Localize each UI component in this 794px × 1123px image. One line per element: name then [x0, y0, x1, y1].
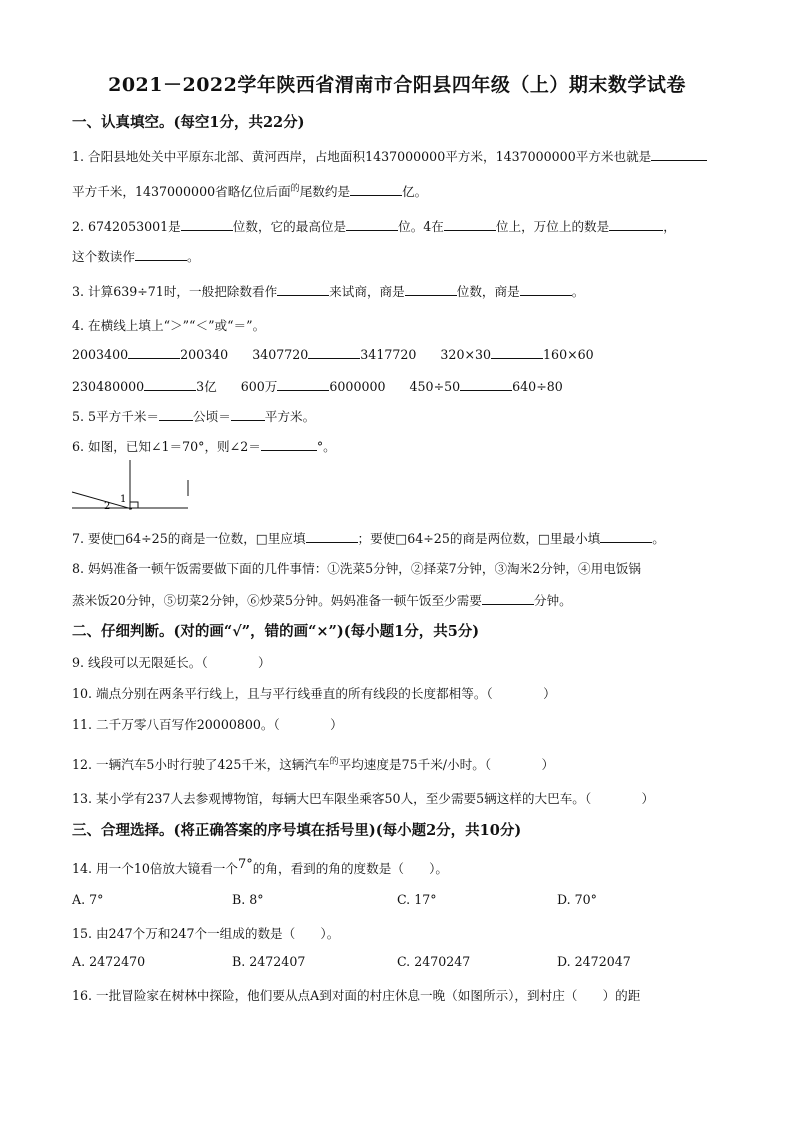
answer-blank[interactable] [482, 591, 534, 605]
q14-option-d[interactable]: D. 70° [557, 892, 597, 907]
q11-line: 11. 二千万零八百写作20000800。（ ） [72, 717, 343, 732]
answer-blank[interactable] [261, 437, 317, 451]
small-char: 的 [329, 757, 339, 767]
q12-line: 12. 一辆汽车5小时行驶了425千米，这辆汽车$^的$平均速度是75千米/小时。（ ） [72, 757, 555, 773]
answer-blank[interactable] [346, 217, 398, 231]
section1-heading: 一、认真填空。(每空1分，共22分) [72, 114, 305, 131]
answer-blank[interactable] [444, 217, 496, 231]
q14-option-c[interactable]: C. 17° [397, 892, 437, 907]
q4-row1: 2003400 200340 3407720 3417720 320×30 160×60 [72, 347, 594, 362]
q5-line: 5. 5平方千米＝ 公顷＝ 平方米。 [72, 409, 316, 424]
q7-line: 7. 要使□64÷25的商是一位数，□里应填 ；要使□64÷25的商是两位数，□里最小填 。 [72, 531, 665, 546]
q4-intro: 4. 在横线上填上“＞”“＜”或“＝”。 [72, 318, 266, 333]
answer-blank[interactable] [306, 529, 358, 543]
answer-blank[interactable] [609, 217, 663, 231]
q6-line: 6. 如图，已知∠1＝70°，则∠2＝ °。 [72, 439, 336, 454]
angle-label-1: 1 [120, 494, 127, 505]
q8-line1: 8. 妈妈准备一顿午饭需要做下面的几件事情：①洗菜5分钟，②择菜7分钟，③淘米2分钟，④用电饭锅 [72, 561, 641, 576]
q14-option-a[interactable]: A. 7° [72, 892, 104, 907]
q2-line1: 2. 6742053001是 位数，它的最高位是 位。4在 位上，万位上的数是 ， [72, 219, 676, 234]
answer-blank[interactable] [128, 345, 180, 359]
answer-blank[interactable] [460, 377, 512, 391]
answer-blank[interactable] [231, 407, 265, 421]
answer-blank[interactable] [181, 217, 233, 231]
q8-line2: 蒸米饭20分钟，⑤切菜2分钟，⑥炒菜5分钟。妈妈准备一顿午饭至少需要 分钟。 [72, 593, 572, 608]
q3-line: 3. 计算639÷71时，一般把除数看作 来试商，商是 位数，商是 。 [72, 284, 585, 299]
section3-heading: 三、合理选择。(将正确答案的序号填在括号里)(每小题2分，共10分) [72, 822, 522, 839]
answer-blank[interactable] [277, 282, 329, 296]
q14-option-b[interactable]: B. 8° [232, 892, 264, 907]
q15-line: 15. 由247个万和247个一组成的数是（ ）。 [72, 926, 340, 941]
angle-label-2: 2 [104, 501, 111, 512]
answer-blank[interactable] [520, 282, 572, 296]
q1-line2: 平方千米，1437000000省略亿位后面$^的$尾数约是 亿。 [72, 184, 428, 200]
q15-option-a[interactable]: A. 2472470 [72, 954, 146, 969]
answer-blank[interactable] [600, 529, 652, 543]
right-angle-mark [130, 502, 138, 508]
q10-line: 10. 端点分别在两条平行线上，且与平行线垂直的所有线段的长度都相等。（ ） [72, 686, 556, 701]
answer-blank[interactable] [308, 345, 360, 359]
q15-option-d[interactable]: D. 2472047 [557, 954, 631, 969]
q9-line: 9. 线段可以无限延长。（ ） [72, 655, 271, 670]
answer-blank[interactable] [144, 377, 196, 391]
q14-line: 14. 用一个10倍放大镜看一个$^{7^\circ}$的角，看到的角的度数是（ ）。 [72, 857, 448, 877]
q16-line: 16. 一批冒险家在树林中探险，他们要从点A到对面的村庄休息一晚（如图所示），到村庄（ ）的距 [72, 988, 641, 1003]
angle-value: 7° [238, 857, 253, 872]
q2-line2: 这个数读作 。 [72, 249, 200, 264]
answer-blank[interactable] [651, 147, 707, 161]
small-char: 的 [290, 184, 300, 194]
answer-blank[interactable] [491, 345, 543, 359]
answer-blank[interactable] [135, 247, 187, 261]
answer-blank[interactable] [405, 282, 457, 296]
q4-row2: 230480000 3亿 600万 6000000 450÷50 640÷80 [72, 379, 563, 394]
exam-title: 2021－2022学年陕西省渭南市合阳县四年级（上）期末数学试卷 [108, 74, 686, 96]
angle-figure [70, 458, 192, 512]
answer-blank[interactable] [159, 407, 193, 421]
answer-blank[interactable] [277, 377, 329, 391]
q13-line: 13. 某小学有237人去参观博物馆，每辆大巴车限坐乘客50人，至少需要5辆这样的大巴车。（ ） [72, 791, 655, 806]
section2-heading: 二、仔细判断。(对的画“√”，错的画“×”)(每小题1分，共5分) [72, 623, 480, 640]
q15-option-c[interactable]: C. 2470247 [397, 954, 471, 969]
q1-line1: 1. 合阳县地处关中平原东北部、黄河西岸，占地面积1437000000平方米，1437000000平方米也就是 [72, 146, 707, 165]
q15-option-b[interactable]: B. 2472407 [232, 954, 306, 969]
answer-blank[interactable] [350, 182, 402, 196]
